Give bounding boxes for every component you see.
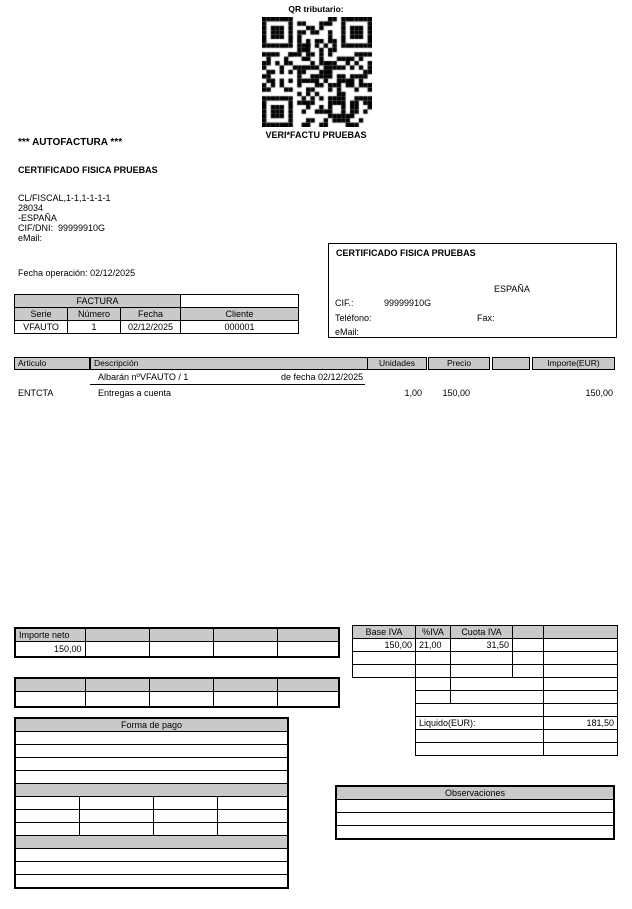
albaran-underline [90,384,365,385]
customer-cif-line [335,298,431,308]
qr-code-image [262,17,372,127]
factura-header-cliente: Cliente [181,308,299,321]
iva-header-base: Base IVA [353,626,416,639]
factura-empty-cell [181,295,299,308]
albaran-label: Albarán nº [98,372,140,382]
issuer-address-block [18,193,111,243]
item-precio: 150,00 [442,388,470,398]
customer-country: ESPAÑA [494,284,530,294]
items-header-precio: Precio [428,357,490,370]
item-unidades: 1,00 [404,388,422,398]
albaran-date-value: 02/12/2025 [318,372,364,382]
observaciones-table [335,785,615,840]
issuer-email-label: eMail: [18,233,43,243]
qr-caption: VERI*FACTU PRUEBAS [265,130,367,140]
factura-serie-value: VFAUTO [15,321,68,334]
iva-header-cuota: Cuota IVA [451,626,513,639]
items-header-articulo: Articulo [14,357,90,370]
issuer-postal-code: 28034 [18,203,44,213]
factura-numero-value: 1 [68,321,121,334]
iva-table [352,625,618,756]
document-type-title: *** AUTOFACTURA *** [18,137,123,148]
items-header-unidades: Unidades [367,357,427,370]
customer-name: CERTIFICADO FISICA PRUEBAS [336,248,476,258]
customer-cif-value: 99999910G [384,298,432,308]
iva-header-pct: %IVA [416,626,451,639]
issuer-cif-line [18,223,111,233]
factura-header-fecha: Fecha [121,308,181,321]
customer-box [328,243,617,338]
albaran-date-line [281,372,363,382]
items-header-importe: Importe(EUR) [532,357,615,370]
albaran-value: VFAUTO / 1 [140,372,189,382]
factura-title-cell: FACTURA [15,295,181,308]
empty-summary-table [14,677,340,708]
issuer-cif-value: 99999910G [58,223,106,233]
cuota-iva-value: 31,50 [451,639,513,652]
factura-header-numero: Número [68,308,121,321]
pct-iva-value: 21,00 [416,639,451,652]
customer-phone-label: Teléfono: [335,313,372,323]
issuer-country: -ESPAÑA [18,213,57,223]
customer-cif-label: CIF.: [335,298,354,308]
importe-neto-table [14,627,340,658]
factura-fecha-value: 02/12/2025 [121,321,181,334]
factura-table [14,294,299,334]
liquido-value-cell: 181,50 [544,717,618,730]
forma-de-pago-title-cell: Forma de pago [15,718,288,732]
items-header-blank [492,357,530,370]
albaran-date-label: de fecha [281,372,316,382]
observaciones-title-cell: Observaciones [336,786,614,800]
item-articulo: ENTCTA [18,388,54,398]
factura-cliente-value: 000001 [181,321,299,334]
issuer-cif-label: CIF/DNI: [18,223,53,233]
item-descripcion: Entregas a cuenta [98,388,172,398]
liquido-label-cell: Liquido(EUR): [416,717,544,730]
issuer-address: CL/FISCAL,1-1,1-1-1-1 [18,193,111,203]
operation-date-line [18,268,135,278]
items-header-descripcion: Descripción [90,357,370,370]
forma-de-pago-table [14,717,289,889]
customer-fax-label: Fax: [477,313,495,323]
base-iva-value: 150,00 [353,639,416,652]
item-importe: 150,00 [585,388,613,398]
operation-date-label: Fecha operación: [18,268,88,278]
importe-neto-value-cell: 150,00 [15,642,85,657]
operation-date-value: 02/12/2025 [90,268,136,278]
importe-neto-label-cell: Importe neto [15,628,85,642]
qr-label: QR tributario: [288,4,344,14]
customer-email-label: eMail: [335,327,360,337]
issuer-name: CERTIFICADO FISICA PRUEBAS [18,165,158,175]
factura-header-serie: Serie [15,308,68,321]
